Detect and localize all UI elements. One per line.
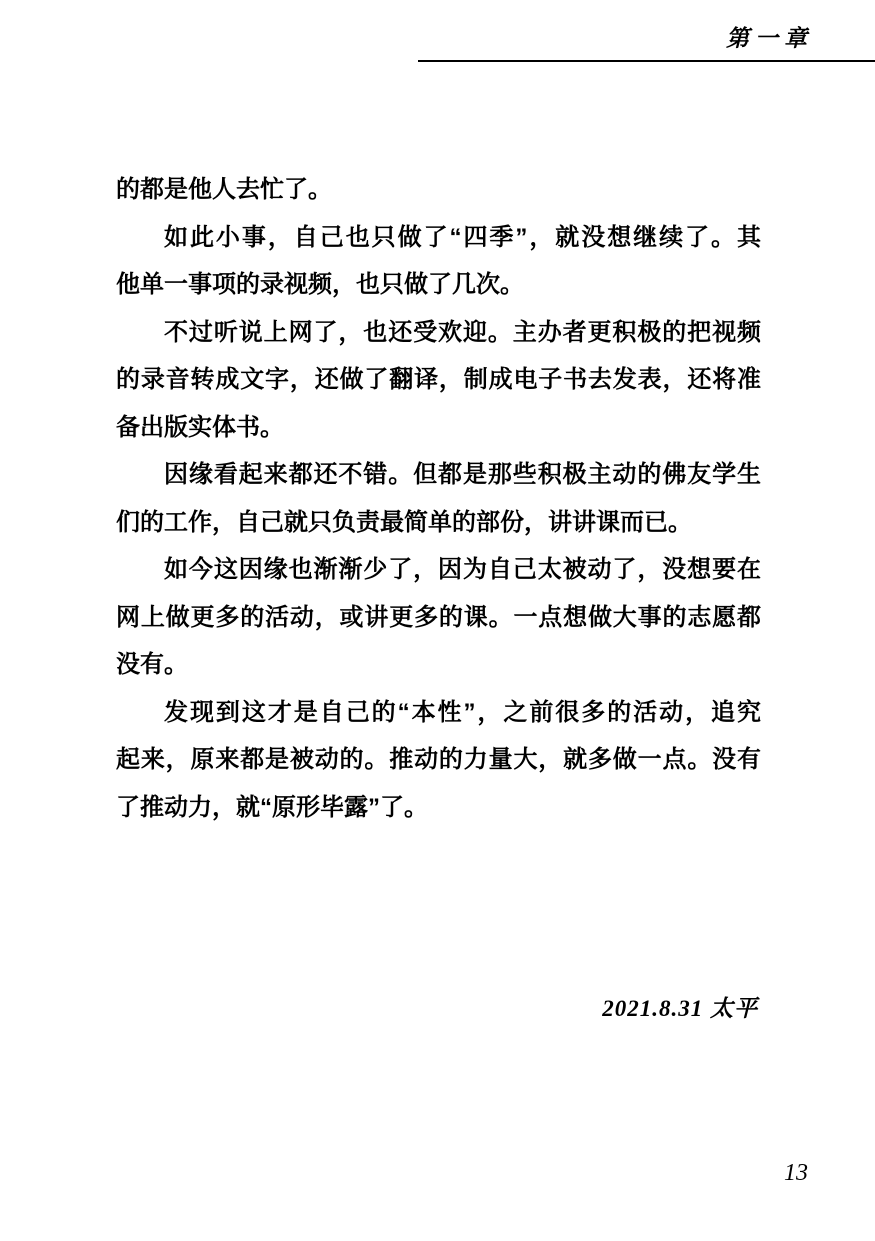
text-line: 他单一事项的录视频，也只做了几次。 (116, 271, 524, 298)
text-line: 如今这因缘也渐渐少了，因为自己太被动了，没想要在 (164, 556, 761, 583)
text-line: 们的工作，自己就只负责最简单的部份，讲讲课而已。 (116, 508, 692, 536)
chapter-header: 第一章 (726, 26, 813, 51)
text-line: 备出版实体书。 (116, 413, 284, 441)
page-number: 13 (784, 1160, 808, 1186)
text-line: 没有。 (116, 651, 188, 678)
text-line: 如此小事，自己也只做了“四季”，就没想继续了。其 (164, 223, 761, 251)
text-line: 发现到这才是自己的“本性”，之前很多的活动，追究 (164, 698, 761, 726)
header-rule (418, 60, 875, 62)
text-line: 的录音转成文字，还做了翻译，制成电子书去发表，还将准 (116, 366, 761, 393)
text-line: 的都是他人去忙了。 (116, 176, 332, 203)
body-text (116, 166, 761, 831)
signature-date: 2021.8.31 太平 (602, 996, 758, 1021)
text-line: 因缘看起来都还不错。但都是那些积极主动的佛友学生 (164, 461, 761, 488)
text-line: 不过听说上网了，也还受欢迎。主办者更积极的把视频 (164, 318, 761, 346)
text-line: 网上做更多的活动，或讲更多的课。一点想做大事的志愿都 (116, 603, 761, 631)
text-line: 了推动力，就“原形毕露”了。 (116, 793, 428, 821)
text-line: 起来，原来都是被动的。推动的力量大，就多做一点。没有 (116, 746, 761, 773)
